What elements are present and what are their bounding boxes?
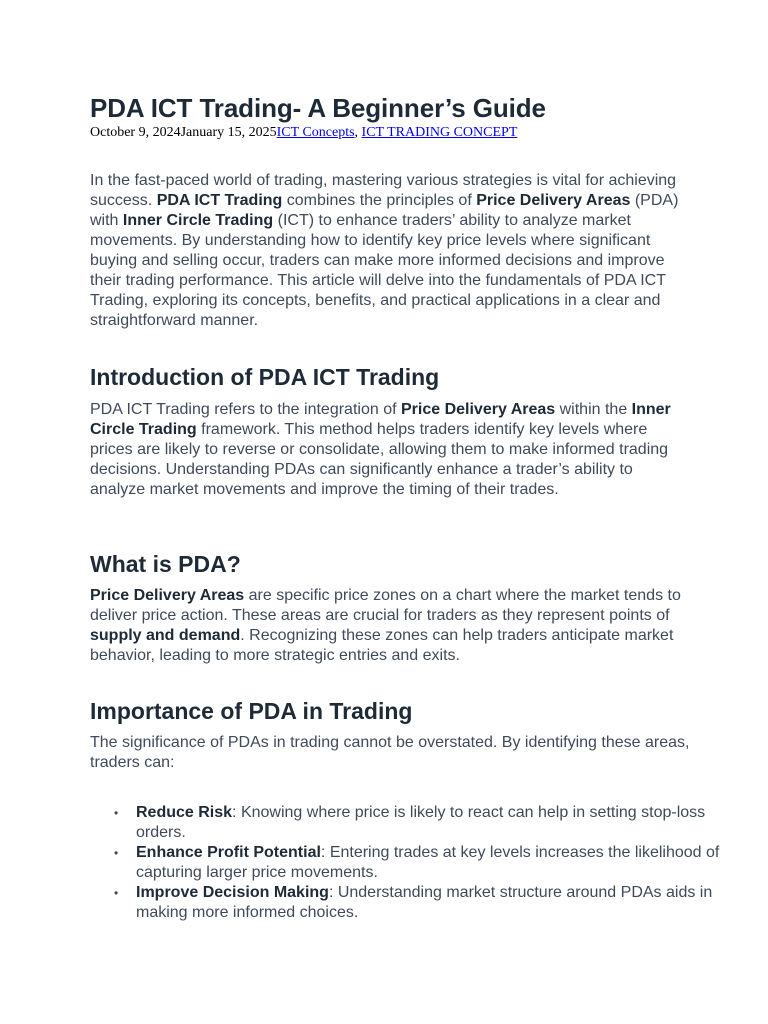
section-heading-introduction: Introduction of PDA ICT Trading: [90, 364, 440, 390]
category-separator: ,: [354, 125, 362, 140]
post-meta: [90, 125, 517, 141]
text-run: . Recognizing these zones can help traders anticipate market behavior, leading to more strategic entries and exits.: [90, 627, 674, 664]
section-heading-what-is-pda: What is PDA?: [90, 551, 241, 577]
list-item-desc: : Knowing where price is likely to react can help in setting stop-loss orders.: [136, 804, 706, 841]
list-item: [114, 843, 736, 883]
text-run: within the: [555, 401, 632, 418]
list-item-desc: : Understanding market structure around PDAs aids in making more informed choices.: [136, 884, 713, 921]
intro-paragraph: [90, 171, 690, 331]
category-link-ict-concepts[interactable]: ICT Concepts: [276, 125, 355, 140]
text-run: PDA ICT Trading refers to the integration of: [90, 401, 401, 418]
category-link-ict-trading-concept[interactable]: ICT TRADING CONCEPT: [361, 125, 518, 140]
list-item-term: Reduce Risk: [136, 804, 233, 821]
text-run: The significance of PDAs in trading cannot be overstated. By identifying these areas, traders can:: [90, 734, 690, 771]
updated-date: January 15, 2025: [180, 125, 277, 140]
bold-term: Inner Circle Trading: [90, 401, 671, 438]
list-item: [114, 803, 736, 843]
section-heading-importance: Importance of PDA in Trading: [90, 698, 413, 724]
bold-term: Price Delivery Areas: [90, 587, 245, 604]
section-paragraph-introduction: [90, 400, 690, 500]
bold-term: Inner Circle Trading: [122, 212, 274, 229]
section-paragraph-importance: [90, 733, 690, 773]
text-run: (PDA) with: [90, 192, 679, 229]
article-title: PDA ICT Trading- A Beginner’s Guide: [90, 93, 546, 123]
bullet-icon: •: [114, 806, 119, 820]
bold-term: PDA ICT Trading: [156, 192, 283, 209]
bold-term: Price Delivery Areas: [476, 192, 631, 209]
bullet-icon: •: [114, 846, 119, 860]
text-run: framework. This method helps traders identify key levels where prices are likely to reverse or consolidate, allowing them to make informed trading decisions. Understanding PDAs can significantly enhance a trader’s ability to analyze market movements and improve the timing of their trades.: [90, 421, 669, 498]
text-run: In the fast-paced world of trading, mastering various strategies is vital for achieving success.: [90, 172, 677, 209]
benefits-list: [90, 803, 736, 923]
bullet-icon: •: [114, 886, 119, 900]
published-date: October 9, 2024: [90, 125, 181, 140]
list-item-desc: : Entering trades at key levels increases the likelihood of capturing larger price movements.: [136, 844, 720, 881]
text-run: (ICT) to enhance traders’ ability to analyze market movements. By understanding how to identify key price levels where significant buying and selling occur, traders can make more informed decisions and improve their trading performance. This article will delve into the fundamentals of PDA ICT Trading, exploring its concepts, benefits, and practical applications in a clear and straightforward manner.: [90, 212, 666, 329]
list-item: [114, 883, 736, 923]
list-item-term: Enhance Profit Potential: [136, 844, 321, 861]
list-item-term: Improve Decision Making: [136, 884, 329, 901]
section-paragraph-what-is-pda: [90, 586, 690, 666]
bold-term: Price Delivery Areas: [400, 401, 556, 418]
bold-term: supply and demand: [90, 627, 241, 644]
text-run: are specific price zones on a chart where the market tends to deliver price action. These areas are crucial for traders as they represent points of: [90, 587, 681, 624]
text-run: combines the principles of: [282, 192, 477, 209]
